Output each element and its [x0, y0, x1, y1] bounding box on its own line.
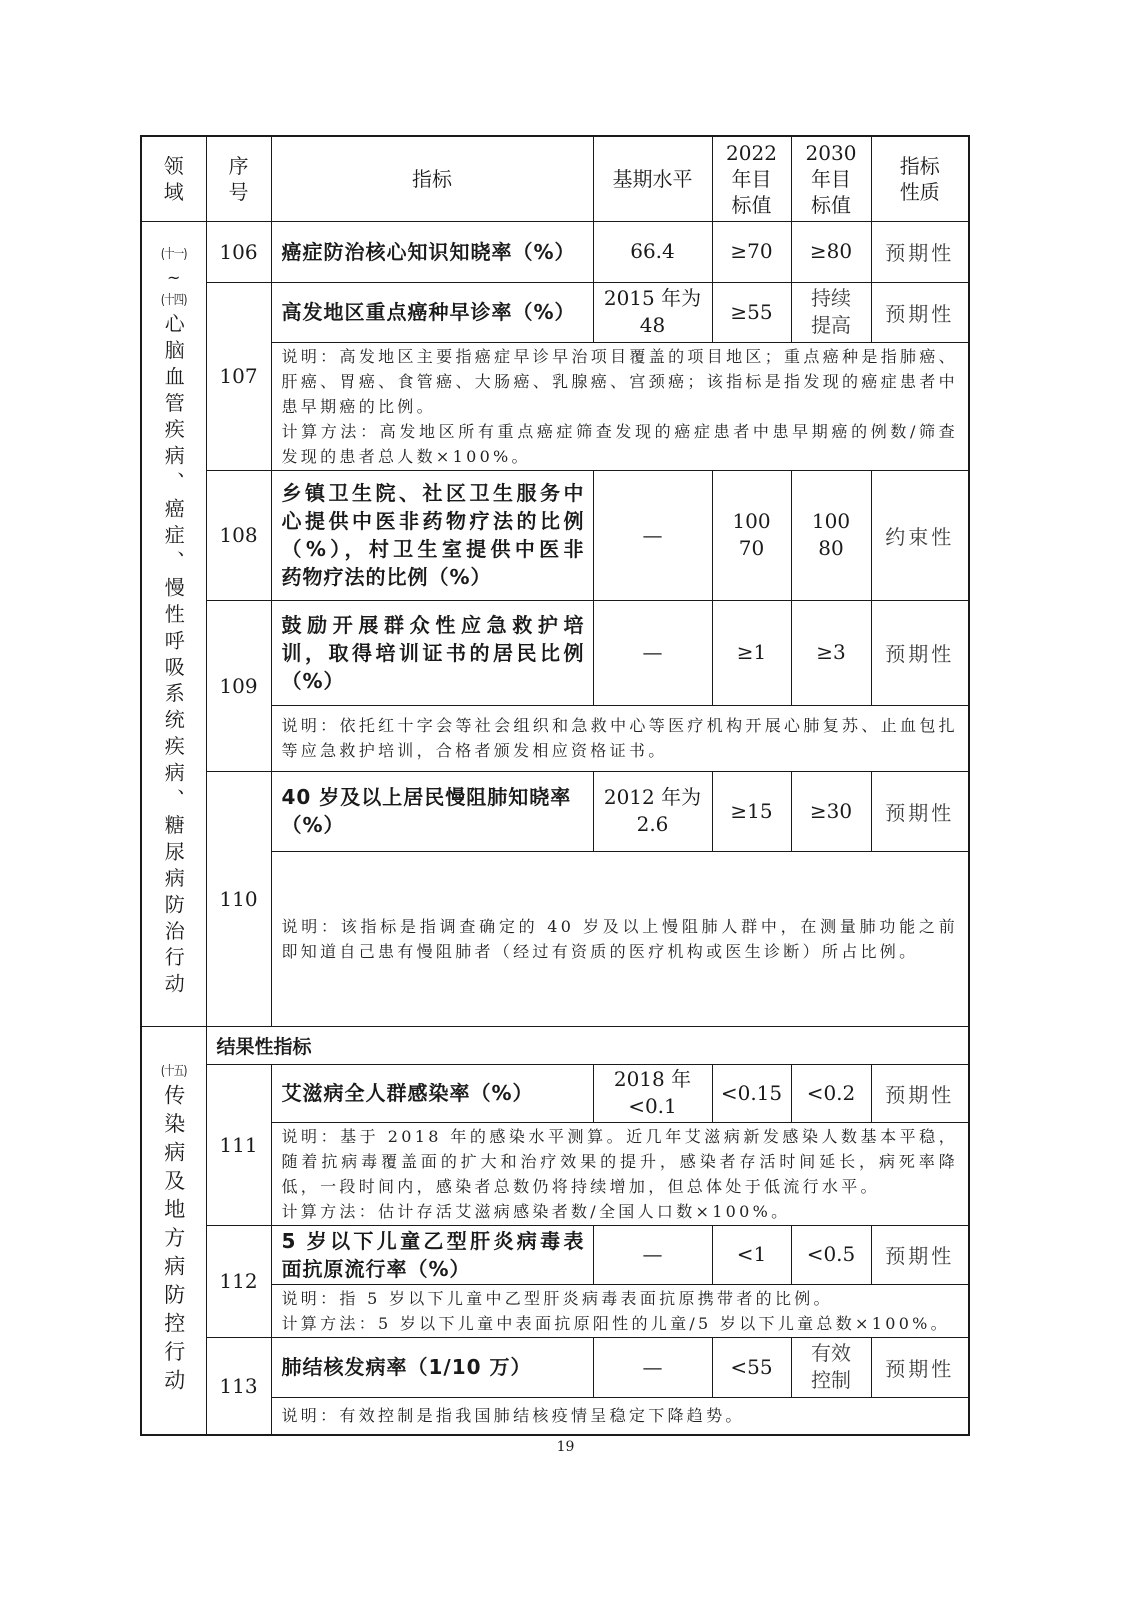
- indicator-line: 肺结核发病率（1/10 万）: [281, 1355, 532, 1379]
- table-row: [141, 771, 969, 851]
- row-110-target-2022: [712, 771, 791, 851]
- target-line: ≥1: [736, 640, 767, 664]
- row-107-note: [271, 342, 969, 470]
- row-108-target-2030: [791, 470, 871, 600]
- indicator-line: 鼓励开展群众性应急救护培: [281, 612, 585, 637]
- row-109-nature: 预期性: [871, 600, 969, 705]
- header-indicator: 指标: [271, 136, 593, 221]
- table-row: [141, 1337, 969, 1397]
- table-row: [141, 221, 969, 282]
- row-109-note: [271, 705, 969, 771]
- row-111-target-2030: [791, 1064, 871, 1122]
- row-112-nature: 预期性: [871, 1225, 969, 1284]
- indicator-line: 艾滋病全人群感染率（%）: [281, 1081, 534, 1105]
- indicator-line: 面抗原流行率（%）: [281, 1256, 471, 1281]
- header-base-level: 基期水平: [593, 136, 712, 221]
- row-109-target-2022: [712, 600, 791, 705]
- row-109-base: [593, 600, 712, 705]
- note-paragraph: 说明：依托红十字会等社会组织和急救中心等医疗机构开展心肺复苏、止血包扎等应急救护培训，合格者颁发相应资格证书。: [281, 716, 958, 760]
- indicator-line: 心提供中医非药物疗法的比例: [281, 509, 585, 533]
- row-110-target-2030: [791, 771, 871, 851]
- row-110-base: [593, 771, 712, 851]
- target-line: 80: [818, 536, 844, 560]
- header-domain: [141, 136, 206, 221]
- row-106-target-2030: [791, 221, 871, 282]
- row-112-base: [593, 1225, 712, 1284]
- row-113-seq: 113: [206, 1337, 271, 1435]
- base-line: 2012 年为: [603, 785, 702, 809]
- row-111-note: [271, 1122, 969, 1225]
- indicator-line: 高发地区重点癌种早诊率（%）: [281, 300, 576, 324]
- header-seq-line: 序: [228, 153, 249, 178]
- header-nature: [871, 136, 969, 221]
- note-paragraph: 计算方法：高发地区所有重点癌症筛查发现的癌症患者中患早期癌的例数/筛查发现的患者总人数×100%。: [281, 421, 958, 466]
- note-paragraph: 说明：高发地区主要指癌症早诊早治项目覆盖的项目地区；重点癌种是指肺癌、肝癌、胃癌、食管癌、大肠癌、乳腺癌、宫颈癌；该指标是指发现的癌症患者中患早期癌的比例。: [281, 346, 958, 416]
- row-109-target-2030: [791, 600, 871, 705]
- target-line: 100: [811, 509, 851, 533]
- target-line: ≥3: [816, 640, 846, 664]
- header-2030-line: 年目: [811, 166, 851, 191]
- domain-number-start: (十五): [160, 1063, 187, 1079]
- target-line: ≥15: [730, 798, 773, 823]
- row-106-nature: 预期性: [871, 221, 969, 282]
- row-111-nature: 预期性: [871, 1064, 969, 1122]
- row-108-nature: 约束性: [871, 470, 969, 600]
- row-108-seq: 108: [206, 470, 271, 600]
- target-line: 70: [738, 536, 765, 560]
- header-seq: [206, 136, 271, 221]
- indicator-line: 癌症防治核心知识知晓率（%）: [281, 239, 576, 264]
- row-112-note: [271, 1284, 969, 1337]
- base-line: —: [642, 522, 663, 547]
- header-2022-line: 年目: [731, 166, 772, 191]
- domain-cell-infectious-disease: [141, 1026, 206, 1435]
- target-line: <1: [736, 1242, 767, 1266]
- row-113-base: [593, 1337, 712, 1397]
- base-line: <0.1: [628, 1094, 677, 1118]
- base-line: 2015 年为: [603, 286, 702, 310]
- header-domain-line: 域: [163, 179, 184, 204]
- indicator-line: 5 岁以下儿童乙型肝炎病毒表: [281, 1228, 585, 1253]
- note-paragraph: 计算方法：5 岁以下儿童中表面抗原阳性的儿童/5 岁以下儿童总数×100%。: [281, 1313, 950, 1333]
- row-113-note: [271, 1397, 969, 1435]
- row-106-target-2022: [712, 221, 791, 282]
- base-line: —: [642, 1242, 663, 1266]
- row-108-target-2022: [712, 470, 791, 600]
- row-113-indicator: [271, 1337, 593, 1397]
- base-line: —: [642, 640, 663, 664]
- target-line: ≥30: [809, 798, 853, 823]
- base-line: 2018 年: [613, 1067, 692, 1091]
- row-111-target-2022: [712, 1064, 791, 1122]
- row-107-base: [593, 282, 712, 342]
- row-109-seq: 109: [206, 600, 271, 771]
- indicator-line: （%）: [281, 668, 345, 693]
- row-111-base: [593, 1064, 712, 1122]
- header-seq-line: 号: [228, 179, 249, 204]
- table-row: [141, 282, 969, 342]
- indicator-line: 乡镇卫生院、社区卫生服务中: [281, 481, 585, 505]
- header-target-2030: [791, 136, 871, 221]
- table-row: [141, 600, 969, 705]
- target-line: 有效: [811, 1341, 851, 1365]
- section-label: 结果性指标: [206, 1026, 969, 1064]
- row-112-indicator: [271, 1225, 593, 1284]
- table-row: [141, 1064, 969, 1122]
- row-106-base: [593, 221, 712, 282]
- row-110-indicator: [271, 771, 593, 851]
- header-nature-line: 指标: [899, 153, 940, 178]
- table-row: [141, 1225, 969, 1284]
- target-line: 持续: [811, 286, 851, 310]
- domain-number-end: (十四): [160, 293, 187, 309]
- row-113-nature: 预期性: [871, 1337, 969, 1397]
- header-2022-line: 2022: [726, 140, 777, 165]
- indicator-line: （%）: [281, 813, 345, 837]
- row-107-target-2022: [712, 282, 791, 342]
- target-line: <0.5: [806, 1242, 856, 1266]
- row-113-target-2022: [712, 1337, 791, 1397]
- target-line: <0.2: [806, 1080, 856, 1105]
- row-106-indicator: [271, 221, 593, 282]
- header-target-2022: [712, 136, 791, 221]
- row-107-nature: 预期性: [871, 282, 969, 342]
- domain-range-tilde: ~: [167, 268, 181, 288]
- row-107-seq: 107: [206, 282, 271, 470]
- row-109-indicator: [271, 600, 593, 705]
- header-domain-line: 领: [163, 153, 184, 178]
- row-112-seq: 112: [206, 1225, 271, 1337]
- note-paragraph: 说明：指 5 岁以下儿童中乙型肝炎病毒表面抗原携带者的比例。: [281, 1288, 833, 1308]
- indicator-line: 40 岁及以上居民慢阻肺知晓率: [281, 785, 572, 809]
- domain-name: 传染病及地方病防控行动: [161, 1083, 186, 1397]
- domain-name: 心脑血管疾病、癌症、慢性呼吸系统疾病、糖尿病防治行动: [161, 313, 186, 1000]
- indicator-line: 药物疗法的比例（%）: [281, 565, 492, 589]
- row-106-seq: 106: [206, 221, 271, 282]
- row-107-target-2030: [791, 282, 871, 342]
- row-112-target-2022: [712, 1225, 791, 1284]
- indicator-line: 训，取得培训证书的居民比例: [281, 640, 585, 665]
- row-107-indicator: [271, 282, 593, 342]
- row-111-indicator: [271, 1064, 593, 1122]
- note-paragraph: 说明：该指标是指调查确定的 40 岁及以上慢阻肺人群中，在测量肺功能之前即知道自己患有慢阻肺者（经过有资质的医疗机构或医生诊断）所占比例。: [281, 916, 958, 961]
- target-line: 提高: [811, 313, 851, 337]
- target-line: ≥70: [730, 239, 773, 263]
- header-2030-line: 2030: [805, 140, 857, 165]
- header-nature-line: 性质: [899, 179, 940, 204]
- row-111-seq: 111: [206, 1064, 271, 1225]
- base-line: 66.4: [630, 239, 675, 263]
- target-line: 控制: [811, 1368, 851, 1392]
- target-line: 100: [732, 509, 771, 533]
- target-line: <55: [730, 1354, 773, 1379]
- table-row: [141, 470, 969, 600]
- base-line: 48: [639, 313, 666, 337]
- header-2022-line: 标值: [731, 192, 772, 217]
- domain-number-start: (十一): [160, 247, 187, 263]
- row-110-note: [271, 851, 969, 1026]
- domain-cell-chronic-disease: [141, 221, 206, 1026]
- target-line: ≥80: [809, 239, 853, 263]
- note-paragraph: 说明：有效控制是指我国肺结核疫情呈稳定下降趋势。: [281, 1406, 745, 1426]
- target-line: ≥55: [730, 299, 773, 324]
- row-110-nature: 预期性: [871, 771, 969, 851]
- row-113-target-2030: [791, 1337, 871, 1397]
- target-line: <0.15: [720, 1080, 783, 1105]
- section-row: [141, 1026, 969, 1064]
- row-108-indicator: [271, 470, 593, 600]
- row-110-seq: 110: [206, 771, 271, 1026]
- indicator-line: （%），村卫生室提供中医非: [281, 537, 585, 561]
- note-paragraph: 说明：基于 2018 年的感染水平测算。近几年艾滋病新发感染人数基本平稳，随着抗病毒覆盖面的扩大和治疗效果的提升，感染者存活时间延长，病死率降低，一段时间内，感染者总数仍将持续增加，但总体处于低流行水平。: [281, 1126, 958, 1196]
- row-112-target-2030: [791, 1225, 871, 1284]
- row-108-base: [593, 470, 712, 600]
- note-paragraph: 计算方法：估计存活艾滋病感染者数/全国人口数×100%。: [281, 1201, 791, 1221]
- header-2030-line: 标值: [811, 192, 851, 217]
- base-line: 2.6: [636, 812, 669, 836]
- indicator-table: [140, 135, 970, 1436]
- page-number: 19: [556, 1439, 575, 1455]
- header-row: [141, 136, 969, 221]
- base-line: —: [642, 1354, 663, 1379]
